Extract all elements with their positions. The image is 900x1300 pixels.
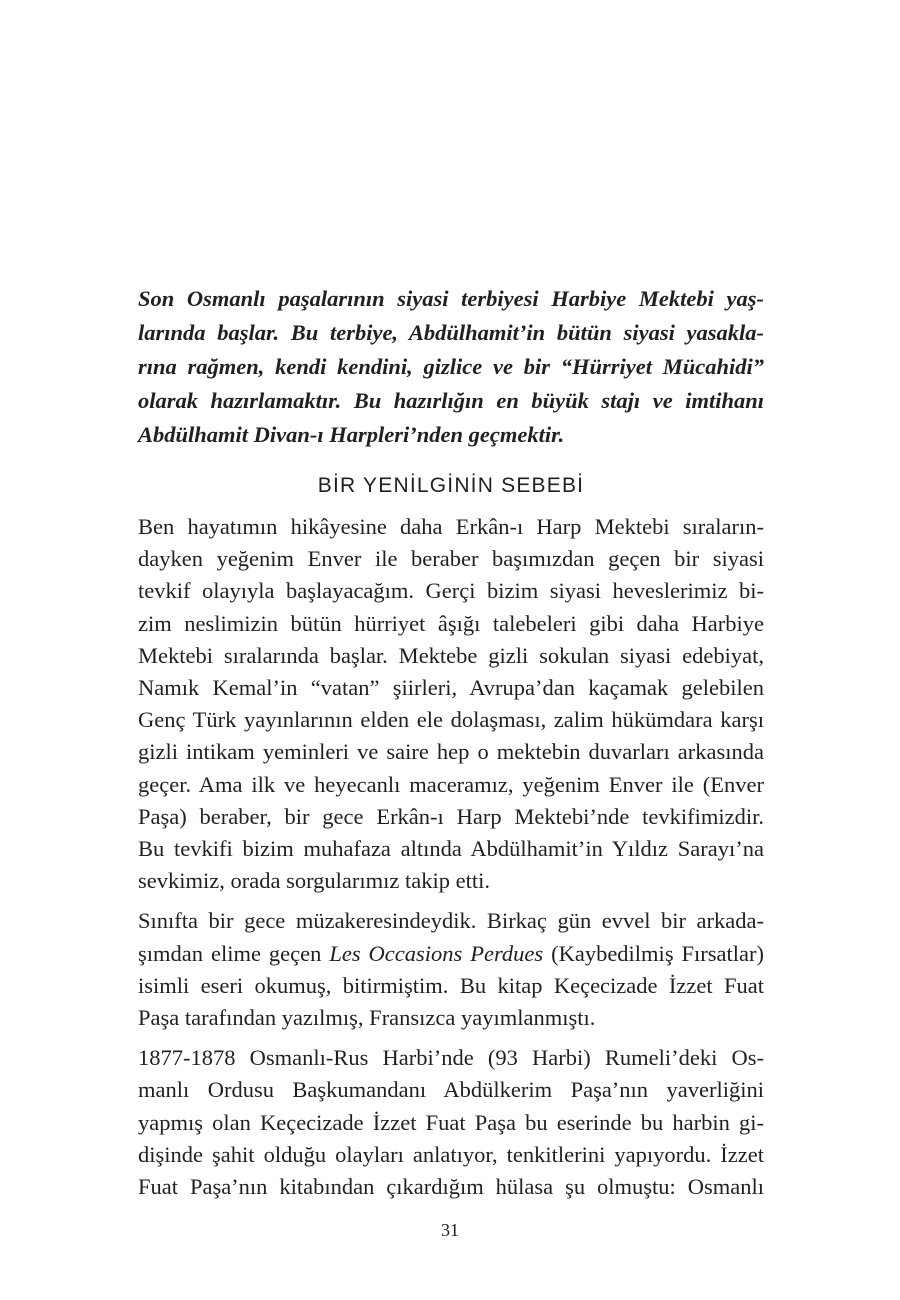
page-number: 31: [441, 1220, 459, 1240]
paragraph: [138, 511, 764, 897]
paragraph: [138, 905, 764, 1034]
text-line: [138, 938, 764, 970]
epigraph-line: Abdülhamit Divan-ı Harpleri’nden geçmektir.: [138, 422, 565, 447]
text-line: sevkimiz, orada sorgularımız takip etti.: [138, 868, 490, 894]
text-line: yapmış olan Keçecizade İzzet Fuat Paşa bu eserinde bu harbin gi-: [138, 1109, 764, 1135]
text-line: Bu tevkifi bizim muhafaza altında Abdülhamit’in Yıldız Sarayı’na: [138, 836, 764, 862]
text-line: tevkif olayıyla başlayacağım. Gerçi bizim siyasi heveslerimiz bi-: [138, 578, 764, 604]
epigraph-line: larında başlar. Bu terbiye, Abdülhamit’in bütün siyasi yasakla-: [138, 320, 764, 345]
epigraph-line: olarak hazırlamaktır. Bu hazırlığın en büyük stajı ve imtihanı: [138, 388, 764, 413]
text-line: 1877-1878 Osmanlı-Rus Harbi’nde (93 Harbi) Rumeli’deki Os-: [138, 1045, 764, 1071]
text-line: Mektebi sıralarında başlar. Mektebe gizli sokulan siyasi edebiyat,: [138, 642, 764, 668]
text-line: isimli eseri okumuş, bitirmiştim. Bu kitap Keçecizade İzzet Fuat: [138, 972, 764, 998]
text-line: gizli intikam yeminleri ve saire hep o mektebin duvarları arkasında: [138, 739, 764, 765]
text-line: Namık Kemal’in “vatan” şiirleri, Avrupa’dan kaçamak gelebilen: [138, 675, 764, 701]
text-line: geçer. Ama ilk ve heyecanlı maceramız, yeğenim Enver ile (Enver: [138, 771, 764, 797]
text-line: dayken yeğenim Enver ile beraber başımızdan geçen bir siyasi: [138, 546, 764, 572]
text-line: Ben hayatımın hikâyesine daha Erkân-ı Harp Mektebi sıraların-: [138, 514, 764, 539]
text-line: Genç Türk yayınlarının elden ele dolaşması, zalim hükümdara karşı: [138, 707, 764, 733]
body-text: [138, 511, 764, 1211]
text-line: dişinde şahit olduğu olayları anlatıyor, tenkitlerini yapıyordu. İzzet: [138, 1141, 764, 1167]
text-segment: (Kaybedilmiş Fırsatlar): [551, 940, 765, 966]
text-segment: şımdan elime geçen: [138, 940, 330, 966]
text-line: Sınıfta bir gece müzakeresindeydik. Birkaç gün evvel bir arkada-: [138, 908, 764, 934]
epigraph: [138, 282, 764, 452]
book-title: Les Occasions Perdues: [329, 940, 544, 966]
text-line: zim neslimizin bütün hürriyet âşığı talebeleri gibi daha Harbiye: [138, 610, 764, 636]
text-line: Paşa) beraber, bir gece Erkân-ı Harp Mektebi’nde tevkifimizdir.: [138, 803, 764, 829]
paragraph: [138, 1042, 764, 1203]
text-line: manlı Ordusu Başkumandanı Abdülkerim Paşa’nın yaverliğini: [138, 1077, 764, 1103]
text-line: Paşa tarafından yazılmış, Fransızca yayımlanmıştı.: [138, 1005, 596, 1031]
text-line: Fuat Paşa’nın kitabından çıkardığım hülasa şu olmuştu: Osmanlı: [138, 1174, 764, 1200]
section-title: BİR YENİLGİNİN SEBEBİ: [317, 474, 585, 497]
epigraph-line: Son Osmanlı paşalarının siyasi terbiyesi Harbiye Mektebi yaş-: [138, 286, 764, 311]
epigraph-line: rına rağmen, kendi kendini, gizlice ve bir “Hürriyet Mücahidi”: [138, 354, 764, 379]
